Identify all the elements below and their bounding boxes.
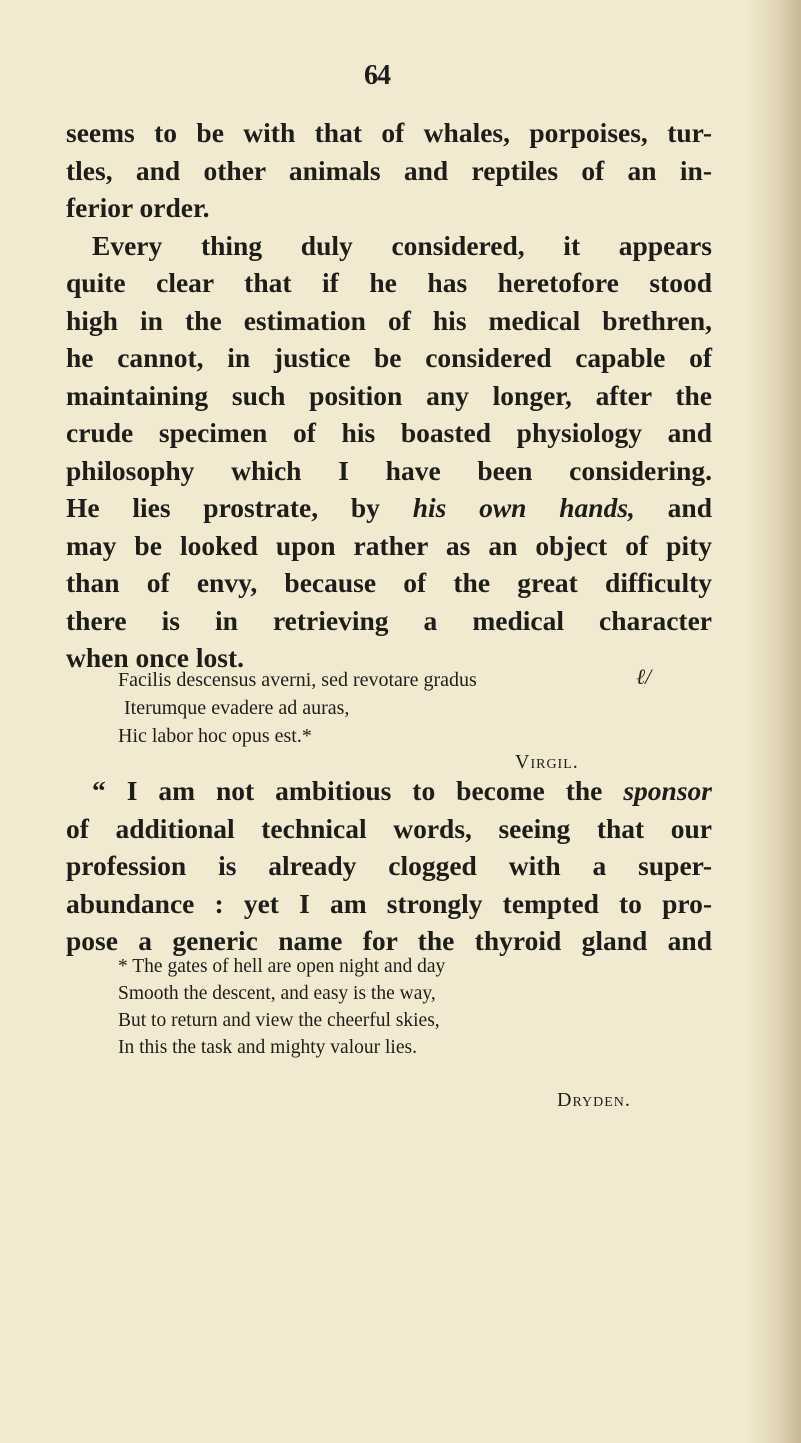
text-line: of additional technical words, seeing that our <box>66 812 712 844</box>
text-line: he cannot, in justice be considered capable of <box>66 342 712 373</box>
text-line: maintaining such position any longer, after the <box>66 379 712 411</box>
text-line: Every thing duly considered, it appears <box>92 229 712 261</box>
paragraph <box>66 772 712 960</box>
footnote-line: Smooth the descent, and easy is the way, <box>118 983 436 1004</box>
verse-line: Hic labor hoc opus est.* <box>118 725 312 747</box>
text-line: there is in retrieving a medical character <box>66 604 712 636</box>
text-line: ferior order. <box>66 192 210 223</box>
footnote-line: But to return and view the cheerful skies, <box>118 1010 440 1031</box>
footnote-line: In this the task and mighty valour lies. <box>118 1037 417 1058</box>
handwritten-margin-mark: ℓ/ <box>636 664 652 689</box>
text-line: seems to be with that of whales, porpoises, tur- <box>66 117 712 148</box>
footnote-line: * The gates of hell are open night and day <box>118 956 446 977</box>
verse-attribution: Virgil. <box>515 751 579 773</box>
italic-word: sponsor <box>623 775 712 806</box>
page-number: 64 <box>364 60 390 91</box>
text-segment: and <box>667 492 713 523</box>
text-line-mixed <box>66 772 712 810</box>
text-line: quite clear that if he has heretofore stood <box>66 267 712 298</box>
verse-line: Iterumque evadere ad auras, <box>124 697 350 719</box>
text-line: philosophy which I have been considering. <box>66 454 712 486</box>
text-line: pose a generic name for the thyroid gland and <box>66 925 712 956</box>
text-segment: “ I am not ambitious to become the <box>92 775 603 806</box>
text-line: profession is already clogged with a super- <box>66 850 712 881</box>
text-line: high in the estimation of his medical brethren, <box>66 304 712 336</box>
text-line: may be looked upon rather as an object of pity <box>66 529 712 561</box>
paragraph-continuation <box>66 114 712 677</box>
footnote-attribution: Dryden. <box>557 1089 631 1111</box>
text-line: when once lost. <box>66 642 244 673</box>
text-line: crude specimen of his boasted physiology and <box>66 417 712 448</box>
text-line: than of envy, because of the great difficulty <box>66 567 712 598</box>
verse-line: Facilis descensus averni, sed revotare gradus <box>118 669 477 691</box>
latin-verse-quotation <box>118 666 678 750</box>
text-line: abundance : yet I am strongly tempted to pro- <box>66 887 712 919</box>
footnote <box>118 953 678 1061</box>
italic-phrase: his own hands, <box>412 492 635 523</box>
text-segment: He lies prostrate, by <box>66 492 380 523</box>
text-line: tles, and other animals and reptiles of an in- <box>66 154 712 186</box>
text-line-mixed <box>66 489 712 527</box>
